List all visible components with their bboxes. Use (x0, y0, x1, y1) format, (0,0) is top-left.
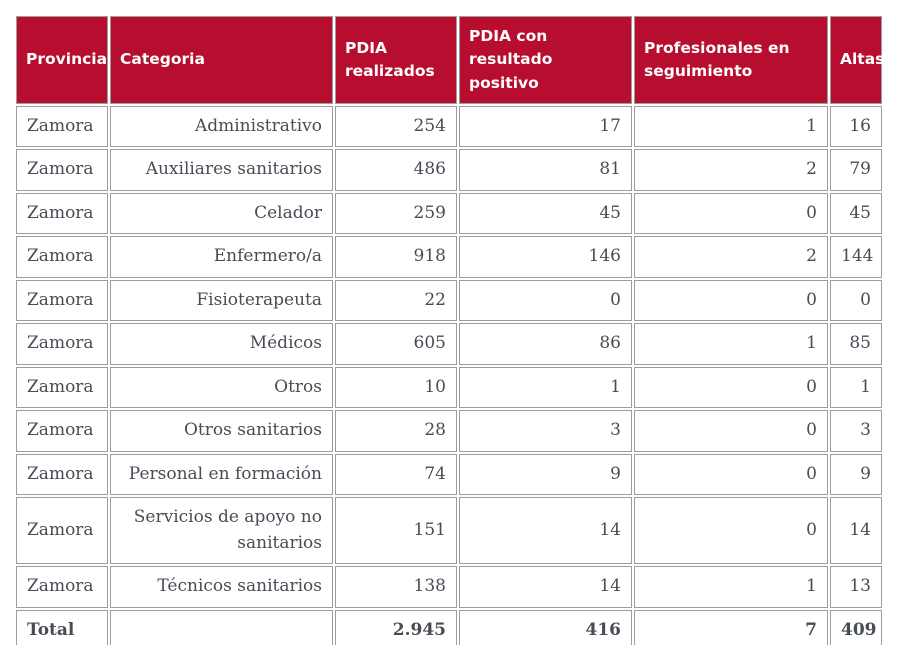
cell-pdia_realizados: 254 (335, 106, 457, 148)
cell-provincia: Zamora (16, 367, 108, 409)
cell-categoria: Médicos (110, 323, 333, 365)
cell-pdia_realizados: 605 (335, 323, 457, 365)
cell-pdia_positivo: 1 (459, 367, 632, 409)
cell-altas: 9 (830, 454, 882, 496)
cell-prof_seguimiento: 0 (634, 193, 828, 235)
col-header-provincia: Provincia (16, 16, 108, 104)
cell-pdia_positivo: 3 (459, 410, 632, 452)
cell-altas: 1 (830, 367, 882, 409)
cell-pdia_positivo: 146 (459, 236, 632, 278)
cell-categoria: Fisioterapeuta (110, 280, 333, 322)
cell-provincia: Zamora (16, 454, 108, 496)
cell-altas: 13 (830, 566, 882, 608)
cell-pdia_positivo: 14 (459, 566, 632, 608)
cell-prof_seguimiento: 2 (634, 149, 828, 191)
cell-prof_seguimiento: 7 (634, 610, 828, 645)
cell-categoria (110, 610, 333, 645)
cell-provincia: Zamora (16, 497, 108, 564)
cell-provincia: Total (16, 610, 108, 645)
cell-pdia_realizados: 486 (335, 149, 457, 191)
cell-categoria: Servicios de apoyo no sanitarios (110, 497, 333, 564)
cell-altas: 85 (830, 323, 882, 365)
data-table (14, 14, 884, 645)
cell-altas: 409 (830, 610, 882, 645)
cell-provincia: Zamora (16, 236, 108, 278)
cell-prof_seguimiento: 0 (634, 410, 828, 452)
cell-pdia_positivo: 17 (459, 106, 632, 148)
cell-categoria: Enfermero/a (110, 236, 333, 278)
col-header-pdia-positivo: PDIA con resultado positivo (459, 16, 632, 104)
col-header-prof-seguimiento: Profesionales en seguimiento (634, 16, 828, 104)
cell-prof_seguimiento: 1 (634, 106, 828, 148)
cell-categoria: Celador (110, 193, 333, 235)
cell-provincia: Zamora (16, 149, 108, 191)
table-row (16, 323, 882, 365)
cell-pdia_realizados: 151 (335, 497, 457, 564)
cell-categoria: Administrativo (110, 106, 333, 148)
table-row (16, 410, 882, 452)
cell-provincia: Zamora (16, 410, 108, 452)
cell-categoria: Otros (110, 367, 333, 409)
cell-pdia_realizados: 259 (335, 193, 457, 235)
cell-altas: 14 (830, 497, 882, 564)
total-row (16, 610, 882, 645)
cell-altas: 3 (830, 410, 882, 452)
cell-provincia: Zamora (16, 280, 108, 322)
table-body (16, 106, 882, 645)
cell-prof_seguimiento: 1 (634, 323, 828, 365)
table-header-row (16, 16, 882, 104)
cell-pdia_realizados: 138 (335, 566, 457, 608)
cell-pdia_positivo: 81 (459, 149, 632, 191)
cell-prof_seguimiento: 2 (634, 236, 828, 278)
cell-pdia_realizados: 28 (335, 410, 457, 452)
cell-pdia_positivo: 0 (459, 280, 632, 322)
cell-altas: 79 (830, 149, 882, 191)
col-header-altas: Altas (830, 16, 882, 104)
cell-provincia: Zamora (16, 323, 108, 365)
cell-pdia_positivo: 14 (459, 497, 632, 564)
cell-pdia_positivo: 416 (459, 610, 632, 645)
cell-prof_seguimiento: 0 (634, 497, 828, 564)
cell-categoria: Otros sanitarios (110, 410, 333, 452)
table-row (16, 193, 882, 235)
cell-pdia_positivo: 86 (459, 323, 632, 365)
cell-prof_seguimiento: 0 (634, 454, 828, 496)
table-row (16, 106, 882, 148)
table-row (16, 149, 882, 191)
cell-provincia: Zamora (16, 193, 108, 235)
table-row (16, 454, 882, 496)
col-header-categoria: Categoria (110, 16, 333, 104)
table-row (16, 497, 882, 564)
cell-provincia: Zamora (16, 566, 108, 608)
cell-provincia: Zamora (16, 106, 108, 148)
cell-prof_seguimiento: 0 (634, 280, 828, 322)
cell-altas: 0 (830, 280, 882, 322)
cell-altas: 16 (830, 106, 882, 148)
table-row (16, 566, 882, 608)
cell-categoria: Auxiliares sanitarios (110, 149, 333, 191)
table-row (16, 367, 882, 409)
cell-prof_seguimiento: 0 (634, 367, 828, 409)
cell-categoria: Personal en formación (110, 454, 333, 496)
cell-pdia_realizados: 74 (335, 454, 457, 496)
col-header-pdia-realizados: PDIA realizados (335, 16, 457, 104)
cell-pdia_positivo: 45 (459, 193, 632, 235)
cell-altas: 144 (830, 236, 882, 278)
cell-pdia_realizados: 918 (335, 236, 457, 278)
cell-pdia_realizados: 2.945 (335, 610, 457, 645)
cell-altas: 45 (830, 193, 882, 235)
cell-pdia_positivo: 9 (459, 454, 632, 496)
table-row (16, 236, 882, 278)
cell-categoria: Técnicos sanitarios (110, 566, 333, 608)
cell-prof_seguimiento: 1 (634, 566, 828, 608)
cell-pdia_realizados: 22 (335, 280, 457, 322)
table-row (16, 280, 882, 322)
cell-pdia_realizados: 10 (335, 367, 457, 409)
